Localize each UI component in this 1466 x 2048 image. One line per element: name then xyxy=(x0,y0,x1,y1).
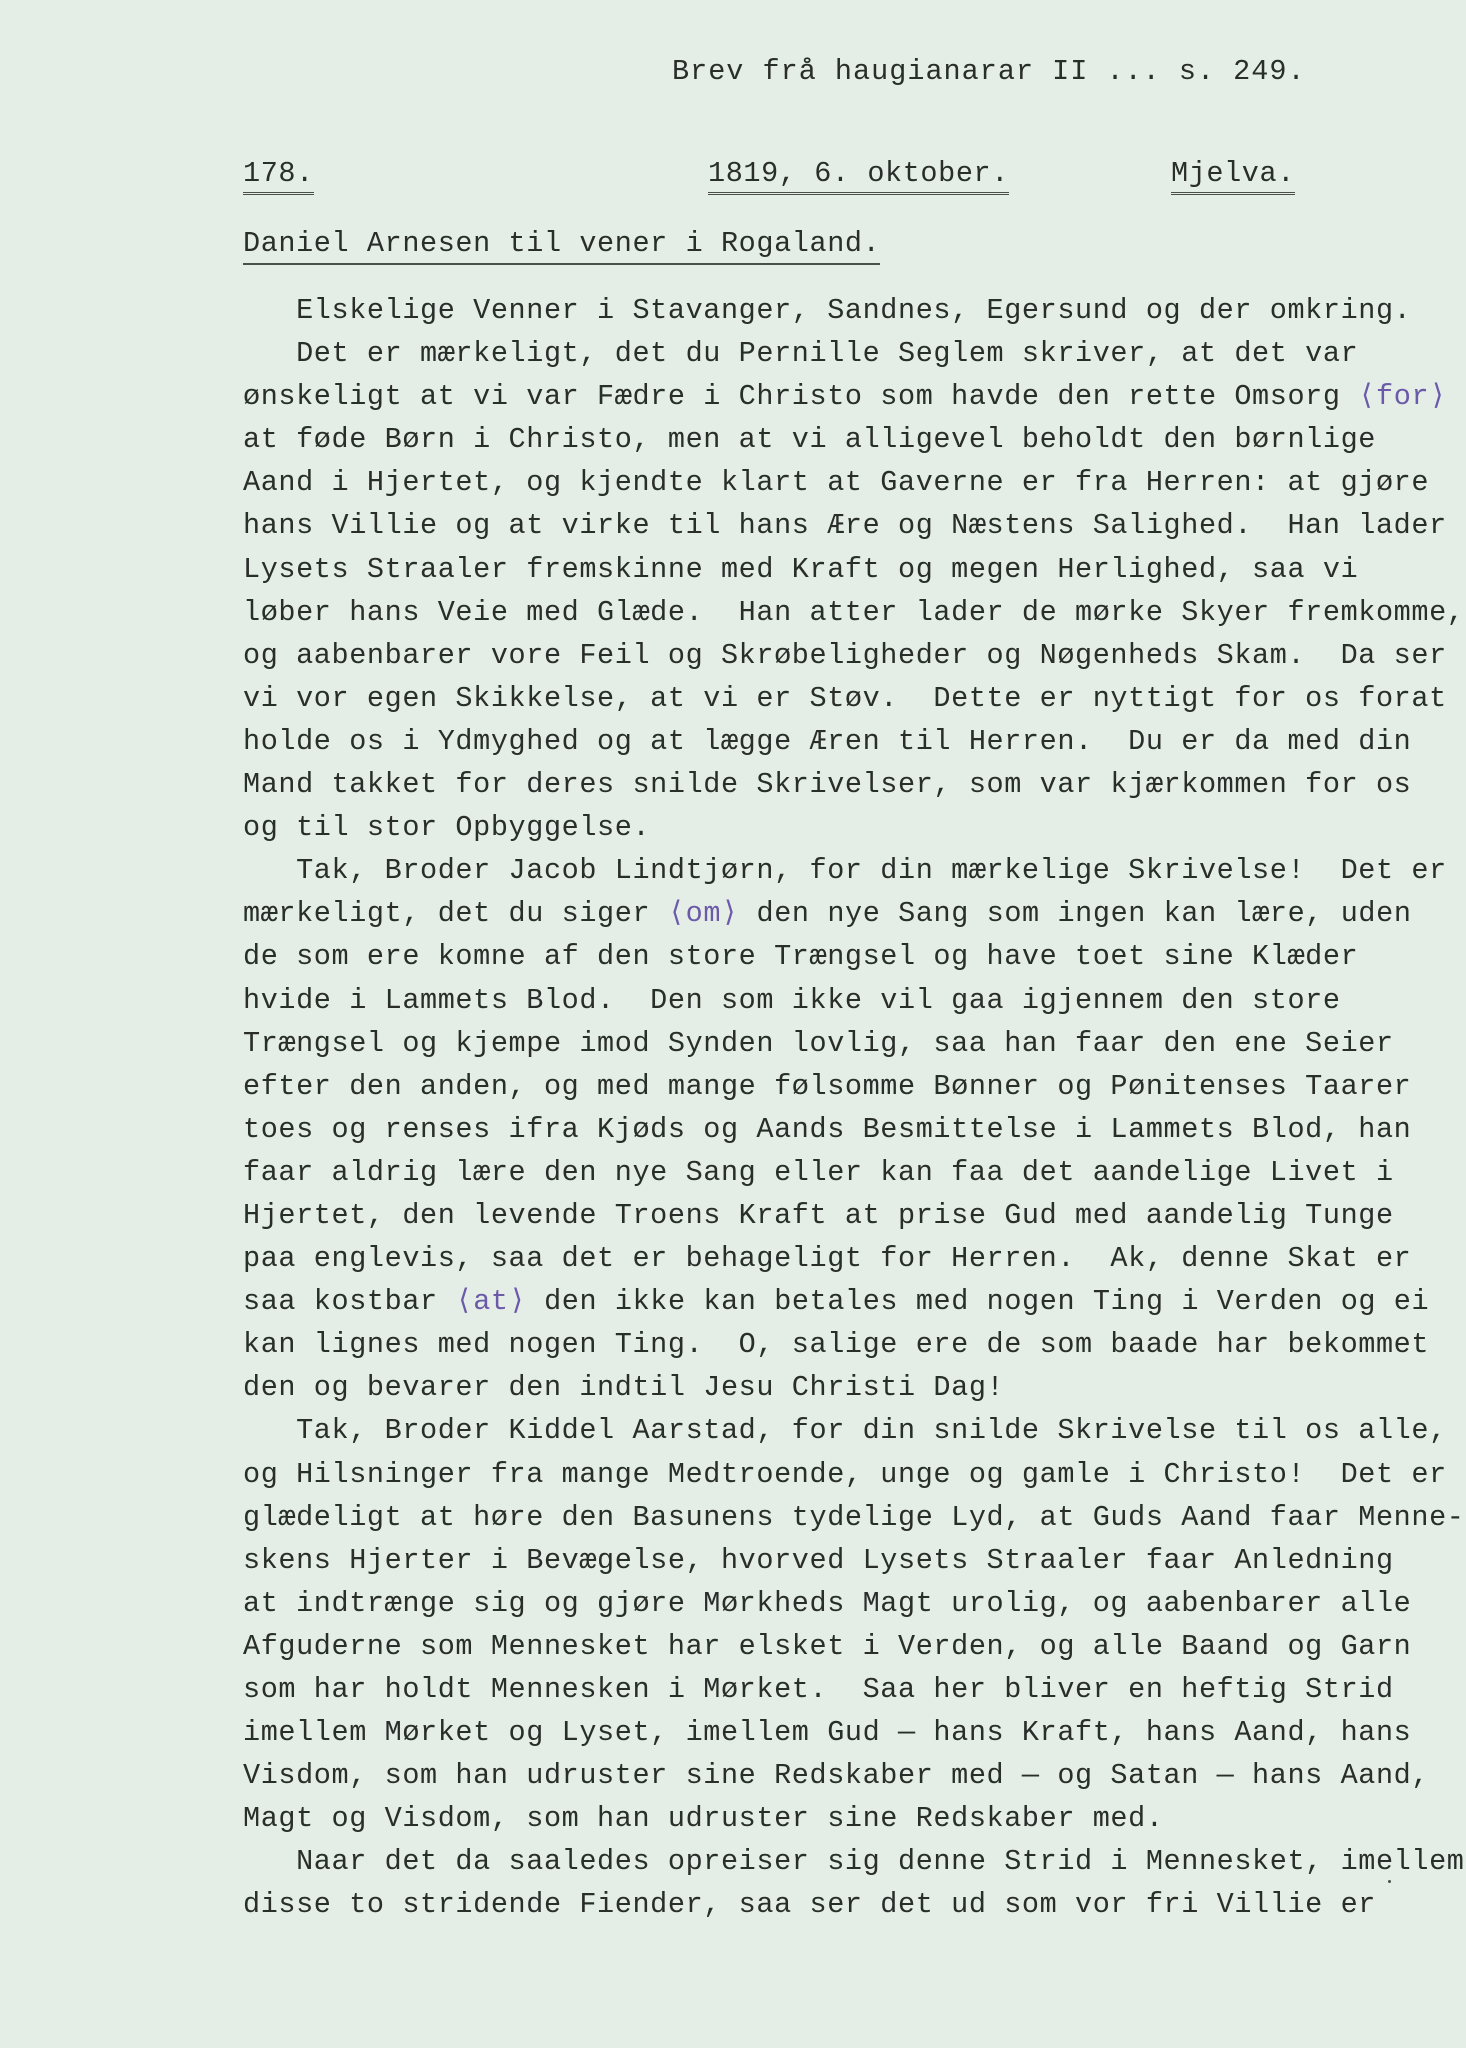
letter-number: 178. xyxy=(243,160,314,189)
line-text: den nye Sang som ingen kan lære, uden xyxy=(738,897,1412,931)
line-text: Naar det da saaledes opreiser sig denne Strid i Mennesket, imellem xyxy=(243,1845,1465,1879)
text-line xyxy=(243,1797,1443,1840)
ink-dot xyxy=(1388,1880,1391,1883)
text-line xyxy=(243,1237,1443,1280)
line-text: Tak, Broder Kiddel Aarstad, for din snilde Skrivelse til os alle, xyxy=(243,1414,1447,1448)
text-line xyxy=(243,935,1443,978)
line-text: vi vor egen Skikkelse, at vi er Støv. Dette er nyttigt for os forat xyxy=(243,681,1447,715)
line-text: at føde Børn i Christo, men at vi alligevel beholdt den børnlige xyxy=(243,423,1376,457)
line-text: toes og renses ifra Kjøds og Aands Besmittelse i Lammets Blod, han xyxy=(243,1112,1412,1146)
line-text: Hjertet, den levende Troens Kraft at prise Gud med aandelig Tunge xyxy=(243,1198,1394,1232)
line-text: og aabenbarer vore Feil og Skrøbeligheder og Nøgenheds Skam. Da ser xyxy=(243,638,1447,672)
line-text: mærkeligt, det du siger xyxy=(243,897,668,931)
line-text: de som ere komne af den store Trængsel og have toet sine Klæder xyxy=(243,940,1359,974)
line-text: Tak, Broder Jacob Lindtjørn, for din mærkelige Skrivelse! Det er xyxy=(243,854,1447,888)
editorial-insertion: ⟨om⟩ xyxy=(667,897,739,931)
line-text: Det er mærkeligt, det du Pernille Seglem skriver, at det var xyxy=(243,337,1359,371)
source-reference: Brev frå haugianarar II ... s. 249. xyxy=(672,55,1306,88)
line-text: glædeligt at høre den Basunens tydelige Lyd, at Guds Aand faar Menne- xyxy=(243,1500,1465,1534)
text-line xyxy=(243,1668,1443,1711)
text-line xyxy=(243,461,1443,504)
letter-body xyxy=(243,289,1465,1927)
line-text: Magt og Visdom, som han udruster sine Redskaber med. xyxy=(243,1802,1164,1836)
text-line xyxy=(243,720,1443,763)
editorial-insertion: ⟨for⟩ xyxy=(1358,380,1447,414)
text-line xyxy=(243,375,1447,418)
line-text: ønskeligt at vi var Fædre i Christo som havde den rette Omsorg xyxy=(243,380,1359,414)
line-text: saa kostbar xyxy=(243,1285,456,1319)
line-text: hvide i Lammets Blod. Den som ikke vil gaa igjennem den store xyxy=(243,983,1341,1017)
line-text: Lysets Straaler fremskinne med Kraft og megen Herlighed, saa vi xyxy=(243,552,1359,586)
text-line xyxy=(243,979,1443,1022)
text-line xyxy=(243,289,1443,332)
text-line xyxy=(243,634,1447,677)
text-line xyxy=(243,1754,1443,1797)
text-line xyxy=(243,1453,1447,1496)
text-line xyxy=(243,1151,1443,1194)
line-text: løber hans Veie med Glæde. Han atter lader de mørke Skyer fremkomme, xyxy=(243,595,1465,629)
line-text: efter den anden, og med mange følsomme Bønner og Pønitenses Taarer xyxy=(243,1069,1412,1103)
text-line xyxy=(243,1108,1443,1151)
text-line xyxy=(243,1323,1443,1366)
text-line xyxy=(243,1883,1443,1926)
text-line xyxy=(243,1022,1443,1065)
line-text: den ikke kan betales med nogen Ting i Verden og ei xyxy=(526,1285,1430,1319)
text-line xyxy=(243,1194,1443,1237)
text-line xyxy=(243,1065,1443,1108)
line-text: og Hilsninger fra mange Medtroende, unge og gamle i Christo! Det er xyxy=(243,1457,1447,1491)
text-line xyxy=(243,849,1447,892)
text-line xyxy=(243,1409,1447,1452)
text-line xyxy=(243,1280,1443,1323)
line-text: holde os i Ydmyghed og at lægge Æren til Herren. Du er da med din xyxy=(243,724,1412,758)
line-text: Visdom, som han udruster sine Redskaber med — og Satan — hans Aand, xyxy=(243,1759,1430,1793)
text-line xyxy=(243,806,1443,849)
text-line xyxy=(243,1625,1443,1668)
line-text: Trængsel og kjempe imod Synden lovlig, saa han faar den ene Seier xyxy=(243,1026,1394,1060)
line-text: og til stor Opbyggelse. xyxy=(243,811,651,845)
line-text: Elskelige Venner i Stavanger, Sandnes, Egersund og der omkring. xyxy=(243,294,1412,327)
line-text: den og bevarer den indtil Jesu Christi Dag! xyxy=(243,1371,1005,1405)
line-text: imellem Mørket og Lyset, imellem Gud — hans Kraft, hans Aand, hans xyxy=(243,1716,1412,1750)
line-text: kan lignes med nogen Ting. O, salige ere de som baade har bekommet xyxy=(243,1328,1430,1362)
letter-place: Mjelva. xyxy=(1171,160,1295,189)
text-line xyxy=(243,1711,1443,1754)
line-text: at indtrænge sig og gjøre Mørkheds Magt urolig, og aabenbarer alle xyxy=(243,1586,1412,1620)
line-text: faar aldrig lære den nye Sang eller kan faa det aandelige Livet i xyxy=(243,1155,1394,1189)
letter-subtitle: Daniel Arnesen til vener i Rogaland. xyxy=(243,230,880,259)
text-line xyxy=(243,418,1443,461)
text-line xyxy=(243,548,1443,591)
editorial-insertion: ⟨at⟩ xyxy=(455,1285,527,1319)
line-text: som har holdt Mennesken i Mørket. Saa her bliver en heftig Strid xyxy=(243,1673,1394,1706)
line-text: paa englevis, saa det er behageligt for Herren. Ak, denne Skat er xyxy=(243,1242,1412,1276)
text-line xyxy=(243,1496,1465,1539)
text-line xyxy=(243,591,1465,634)
line-text: Aand i Hjertet, og kjendte klart at Gaverne er fra Herren: at gjøre xyxy=(243,466,1430,500)
letter-date: 1819, 6. oktober. xyxy=(708,160,1009,189)
text-line xyxy=(243,504,1447,547)
line-text: disse to stridende Fiender, saa ser det ud som vor fri Villie er xyxy=(243,1888,1376,1922)
text-line xyxy=(243,1582,1443,1625)
line-text: Mand takket for deres snilde Skrivelser, som var kjærkommen for os xyxy=(243,768,1412,802)
text-line xyxy=(243,892,1443,935)
text-line xyxy=(243,1840,1465,1883)
line-text: Afguderne som Mennesket har elsket i Verden, og alle Baand og Garn xyxy=(243,1629,1412,1663)
text-line xyxy=(243,332,1443,375)
text-line xyxy=(243,763,1443,806)
text-line xyxy=(243,1366,1443,1409)
line-text: skens Hjerter i Bevægelse, hvorved Lysets Straaler faar Anledning xyxy=(243,1543,1394,1577)
line-text: hans Villie og at virke til hans Ære og Næstens Salighed. Han lader xyxy=(243,509,1447,543)
text-line xyxy=(243,677,1447,720)
text-line xyxy=(243,1539,1443,1582)
